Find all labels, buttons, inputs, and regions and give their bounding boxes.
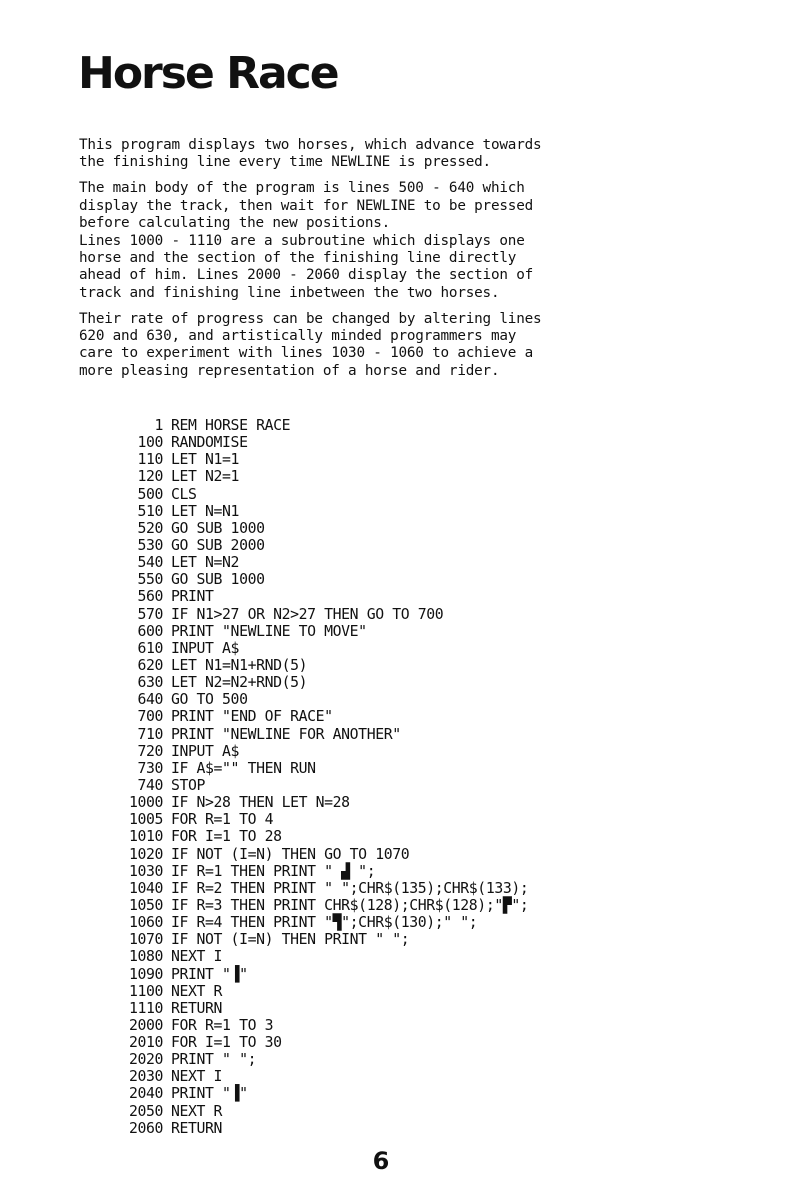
code-line (118, 417, 528, 434)
code-line (118, 1034, 528, 1051)
line-number: 700 (137, 708, 163, 726)
program-listing (118, 417, 528, 1137)
code-statement: NEXT R (171, 982, 223, 1000)
code-statement: FOR I=1 TO 30 (171, 1034, 282, 1052)
code-line (118, 640, 528, 657)
line-number: 600 (137, 622, 163, 640)
line-number: 2060 (128, 1119, 163, 1137)
code-line (118, 520, 528, 537)
line-number: 520 (137, 519, 163, 537)
intro-paragraph: Their rate of progress can be changed by altering lines 620 and 630, and artistically minded programmers may care to experiment with lines 1030 - 1060 to achieve a more pleasing representation of a horse and rider. (79, 310, 542, 379)
code-line (118, 434, 528, 451)
code-line (118, 760, 528, 777)
code-statement: NEXT I (171, 948, 223, 966)
line-number: 1005 (128, 811, 163, 829)
code-statement: RETURN (171, 999, 223, 1017)
code-line (118, 571, 528, 588)
code-statement: GO SUB 2000 (171, 536, 265, 554)
line-number: 1030 (128, 862, 163, 880)
line-number: 570 (137, 605, 163, 623)
code-line (118, 846, 528, 863)
code-line (118, 623, 528, 640)
code-statement: CLS (171, 485, 197, 503)
code-statement: LET N1=N1+RND(5) (171, 656, 308, 674)
line-number: 1100 (128, 982, 163, 1000)
code-line (118, 468, 528, 485)
line-number: 1050 (128, 896, 163, 914)
code-statement: IF NOT (I=N) THEN PRINT " "; (171, 931, 410, 949)
code-line (118, 1085, 528, 1102)
line-number: 1 (154, 417, 163, 434)
code-line (118, 828, 528, 845)
code-line (118, 588, 528, 605)
code-line (118, 863, 528, 880)
code-line (118, 966, 528, 983)
code-line (118, 486, 528, 503)
line-number: 640 (137, 691, 163, 709)
line-number: 620 (137, 656, 163, 674)
code-line (118, 674, 528, 691)
code-line (118, 451, 528, 468)
code-line (118, 1051, 528, 1068)
line-number: 740 (137, 776, 163, 794)
line-number: 730 (137, 759, 163, 777)
code-statement: FOR R=1 TO 3 (171, 1016, 274, 1034)
code-line (118, 1000, 528, 1017)
code-line (118, 743, 528, 760)
page-number: 6 (372, 1147, 390, 1175)
code-statement: PRINT " "; (171, 1051, 257, 1069)
line-number: 540 (137, 554, 163, 572)
code-statement: PRINT (171, 588, 214, 606)
code-line (118, 777, 528, 794)
line-number: 1110 (128, 999, 163, 1017)
code-statement: LET N=N1 (171, 502, 240, 520)
line-number: 560 (137, 588, 163, 606)
line-number: 510 (137, 502, 163, 520)
code-line (118, 914, 528, 931)
code-line (118, 931, 528, 948)
line-number: 1080 (128, 948, 163, 966)
code-statement: LET N=N2 (171, 554, 240, 572)
code-statement: IF R=3 THEN PRINT CHR$(128);CHR$(128);"▛"; (171, 896, 529, 914)
line-number: 1090 (128, 965, 163, 983)
code-line (118, 554, 528, 571)
line-number: 1040 (128, 879, 163, 897)
code-statement: GO SUB 1000 (171, 571, 265, 589)
line-number: 1020 (128, 845, 163, 863)
code-line (118, 691, 528, 708)
code-statement: GO SUB 1000 (171, 519, 265, 537)
code-statement: IF R=2 THEN PRINT " ";CHR$(135);CHR$(133); (171, 879, 529, 897)
code-line (118, 811, 528, 828)
code-line (118, 657, 528, 674)
code-statement: FOR R=1 TO 4 (171, 811, 274, 829)
code-statement: RETURN (171, 1119, 223, 1137)
line-number: 720 (137, 742, 163, 760)
line-number: 2040 (128, 1085, 163, 1103)
code-statement: IF R=4 THEN PRINT "▜";CHR$(130);" "; (171, 914, 478, 932)
code-statement: PRINT "▐" (171, 965, 248, 983)
code-line (118, 1103, 528, 1120)
line-number: 120 (137, 468, 163, 486)
line-number: 2010 (128, 1034, 163, 1052)
code-line (118, 1017, 528, 1034)
code-line (118, 726, 528, 743)
line-number: 2000 (128, 1016, 163, 1034)
code-statement: NEXT I (171, 1068, 223, 1086)
line-number: 610 (137, 639, 163, 657)
code-line (118, 897, 528, 914)
line-number: 550 (137, 571, 163, 589)
code-line (118, 983, 528, 1000)
code-statement: FOR I=1 TO 28 (171, 828, 282, 846)
line-number: 2020 (128, 1051, 163, 1069)
intro-paragraph: The main body of the program is lines 500 - 640 which display the track, then wait for NEWLINE to be pressed before calculating the new positions. Lines 1000 - 1110 are a subroutine which displays one horse and the section of the finishing line directly ahead of him. Lines 2000 - 2060 display the section of track and finishing line inbetween the two horses. (79, 180, 534, 301)
code-line (118, 606, 528, 623)
line-number: 2050 (128, 1102, 163, 1120)
line-number: 710 (137, 725, 163, 743)
code-line (118, 948, 528, 965)
code-statement: IF A$="" THEN RUN (171, 759, 316, 777)
code-statement: LET N2=1 (171, 468, 240, 486)
line-number: 530 (137, 536, 163, 554)
code-statement: LET N2=N2+RND(5) (171, 674, 308, 692)
code-statement: RANDOMISE (171, 434, 248, 452)
code-statement: GO TO 500 (171, 691, 248, 709)
code-statement: IF N1>27 OR N2>27 THEN GO TO 700 (171, 605, 444, 623)
line-number: 100 (137, 434, 163, 452)
line-number: 1000 (128, 794, 163, 812)
line-number: 110 (137, 451, 163, 469)
code-statement: LET N1=1 (171, 451, 240, 469)
line-number: 2030 (128, 1068, 163, 1086)
code-statement: INPUT A$ (171, 639, 240, 657)
code-line (118, 1120, 528, 1137)
code-line (118, 503, 528, 520)
line-number: 630 (137, 674, 163, 692)
code-line (118, 794, 528, 811)
code-statement: IF N>28 THEN LET N=28 (171, 794, 350, 812)
code-statement: PRINT "▐" (171, 1085, 248, 1103)
code-statement: PRINT "END OF RACE" (171, 708, 333, 726)
code-statement: INPUT A$ (171, 742, 240, 760)
line-number: 1010 (128, 828, 163, 846)
page-title: Horse Race (78, 48, 338, 99)
code-statement: REM HORSE RACE (171, 417, 291, 434)
code-statement: STOP (171, 776, 206, 794)
code-line (118, 537, 528, 554)
code-statement: PRINT "NEWLINE FOR ANOTHER" (171, 725, 401, 743)
code-line (118, 1068, 528, 1085)
code-statement: IF NOT (I=N) THEN GO TO 1070 (171, 845, 410, 863)
intro-text (79, 137, 639, 389)
code-statement: NEXT R (171, 1102, 223, 1120)
code-line (118, 880, 528, 897)
code-line (118, 708, 528, 725)
line-number: 500 (137, 485, 163, 503)
code-statement: IF R=1 THEN PRINT " ▟ "; (171, 862, 376, 880)
intro-paragraph: This program displays two horses, which advance towards the finishing line every time NEWLINE is pressed. (79, 137, 542, 171)
line-number: 1070 (128, 931, 163, 949)
code-statement: PRINT "NEWLINE TO MOVE" (171, 622, 367, 640)
line-number: 1060 (128, 914, 163, 932)
